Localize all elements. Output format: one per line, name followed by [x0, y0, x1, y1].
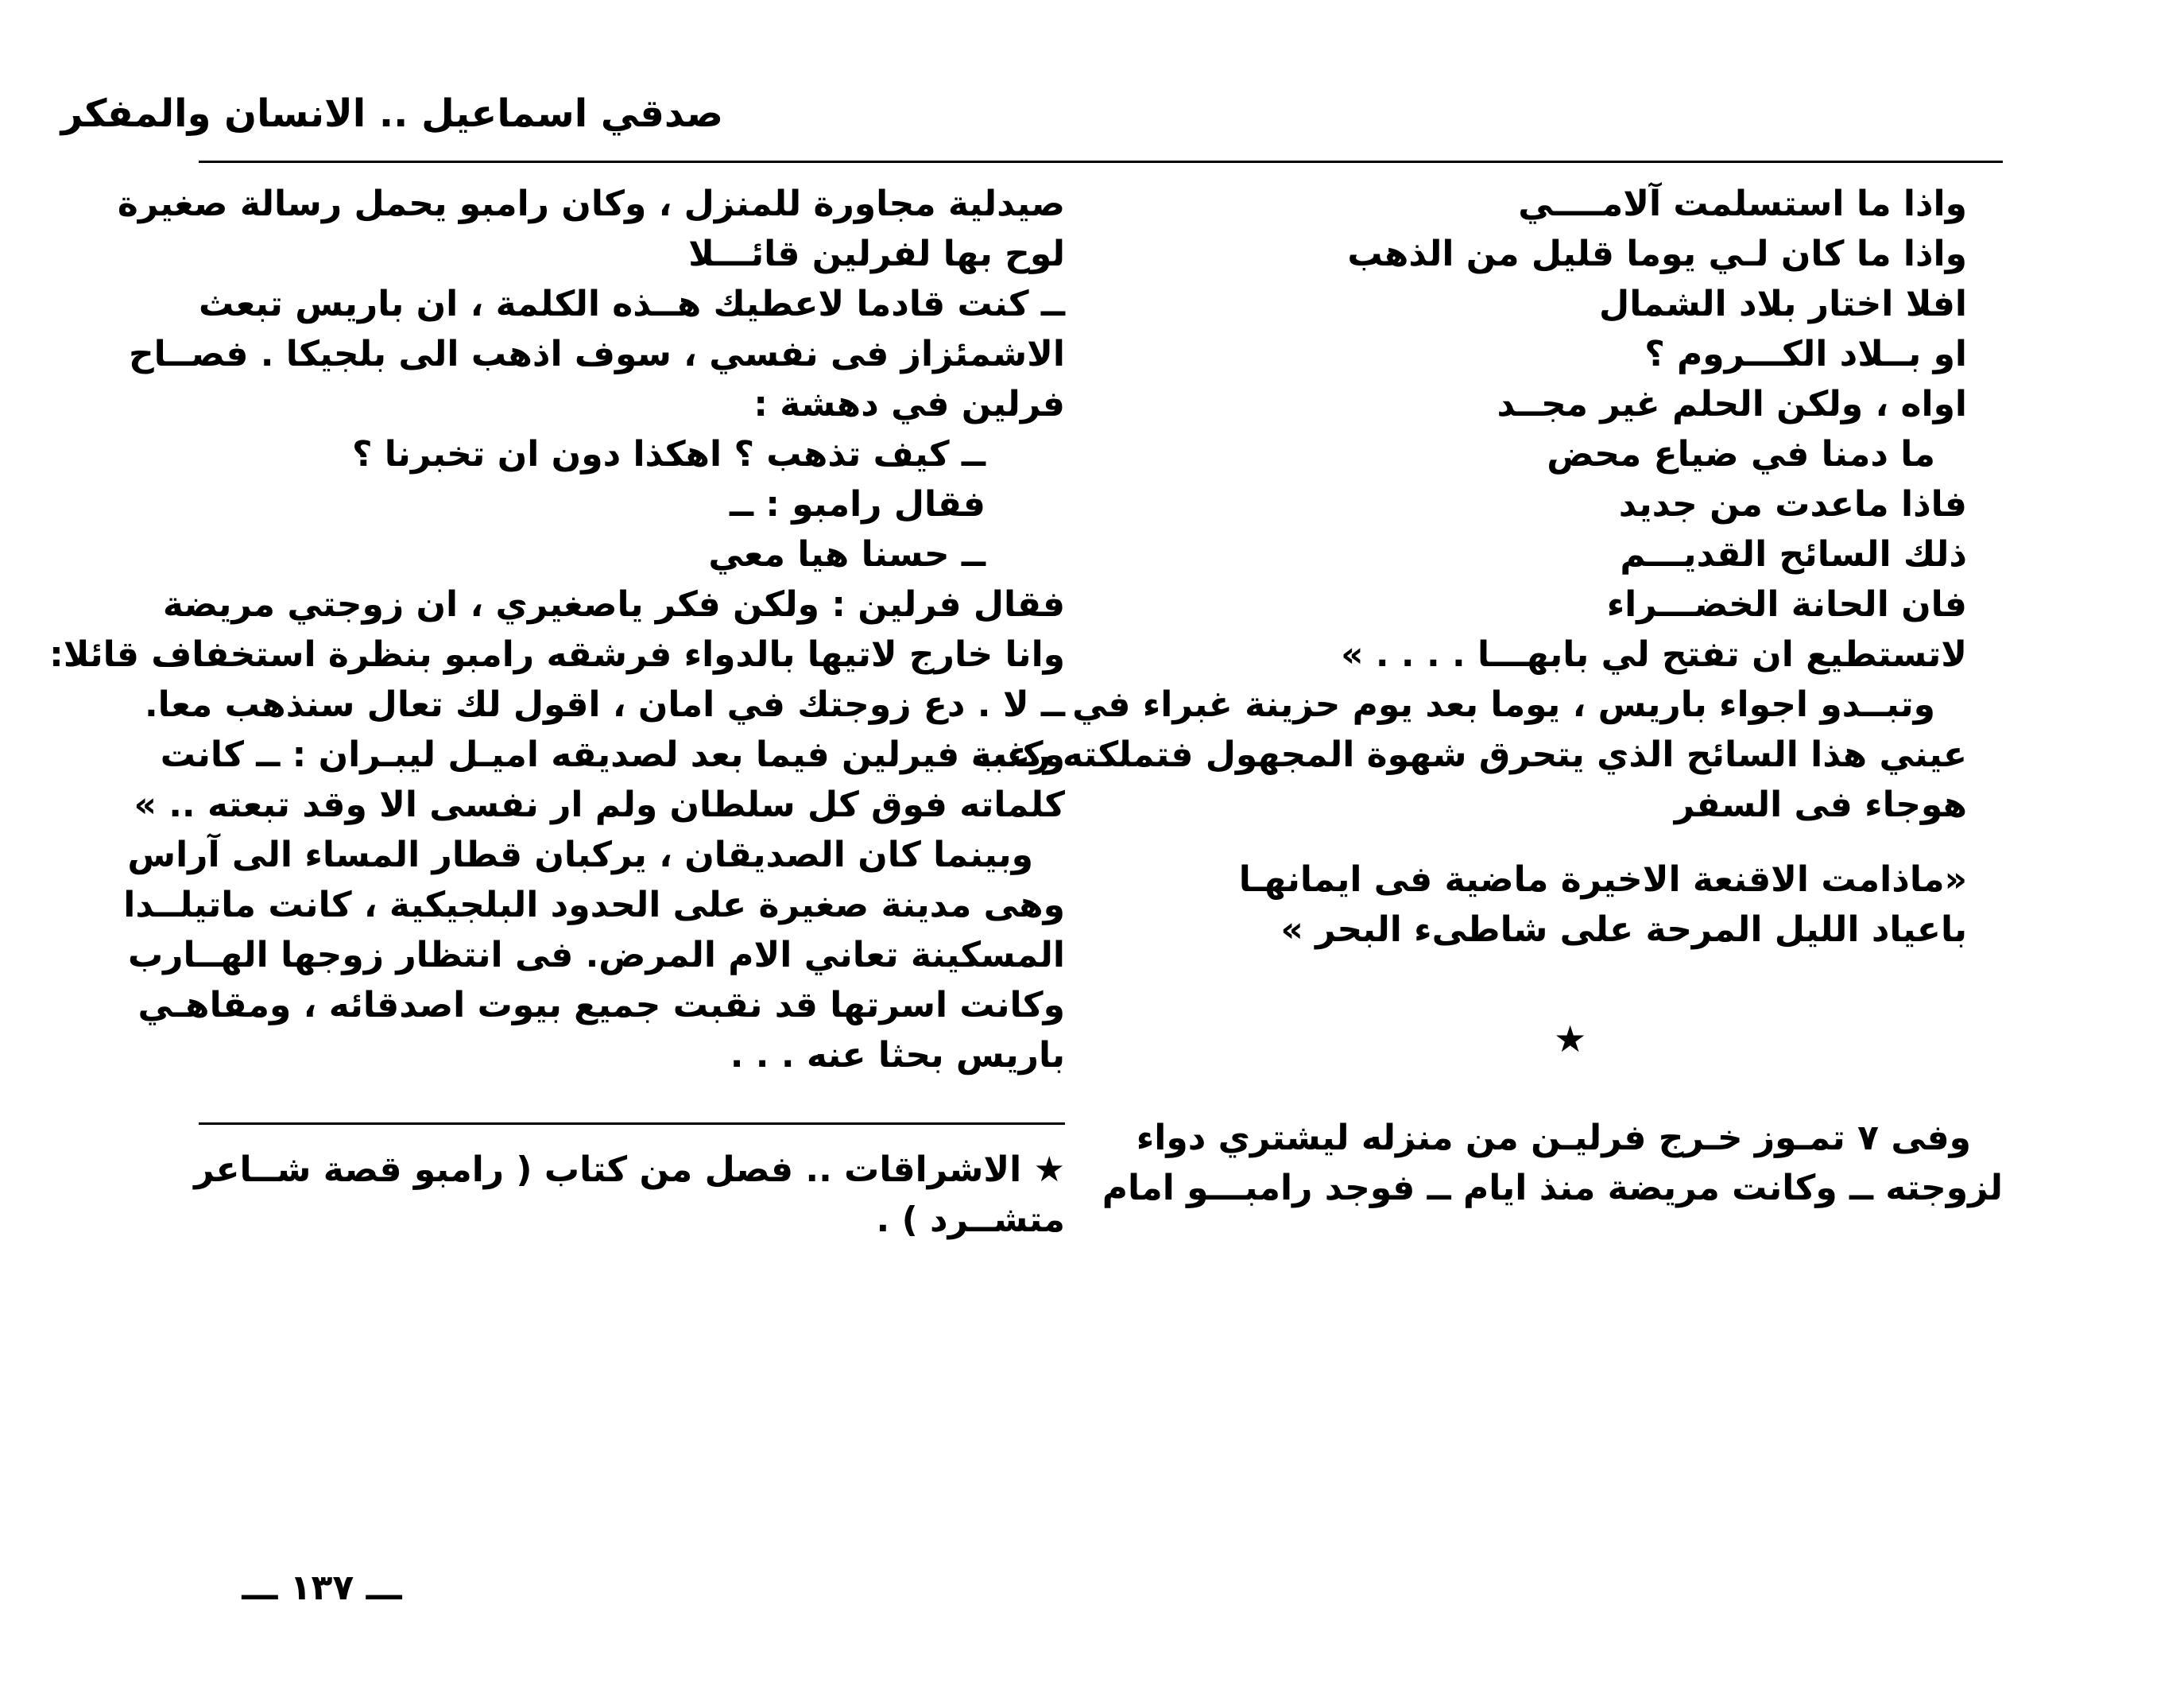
poem-line: واذا ما استسلمت آلامــــي [1518, 184, 1967, 224]
footnote-line: ★ الاشراقات .. فصل من كتاب ( رامبو قصة شــاعر [194, 1149, 1065, 1190]
left-line: فقال رامبو : ــ [729, 484, 986, 525]
poem-line: باعياد الليل المرحة على شاطىء البحر » [1280, 909, 1967, 950]
footnote-rule [199, 1122, 1065, 1125]
poem-line: او بــلاد الكـــروم ؟ [1644, 334, 1967, 374]
page-number: ـــ ١٣٧ ـــ [242, 1568, 402, 1608]
poem-line: لاتستطيع ان تفتح لي بابهـــا . . . . » [1341, 634, 1967, 675]
footnote-line: متشــرد ) . [876, 1200, 1065, 1240]
footnote [194, 1145, 1065, 1245]
poem-line: واذا ما كان لـي يوما قليل من الذهب [1347, 234, 1967, 274]
left-line: وكانت اسرتها قد نقبت جميع بيوت اصدقائه ، ومقاهـي [137, 985, 1065, 1025]
paragraph-line: هوجاء فى السفر [1674, 785, 1967, 825]
left-line: وهى مدينة صغيرة على الحدود البلجيكية ، كانت ماتيلــدا [123, 885, 1065, 925]
paragraph-line: وفى ٧ تمـوز خـرج فرليـن من منزله ليشتري دواء [1136, 1118, 1971, 1158]
left-line: كلماته فوق كل سلطان ولم ار نفسى الا وقد تبعته .. » [134, 785, 1065, 825]
right-column [970, 179, 1967, 830]
left-line: باريس بحثا عنه . . . [730, 1035, 1065, 1076]
left-line: الاشمئزاز فى نفسي ، سوف اذهب الى بلجيكا . فصــاح [128, 334, 1065, 374]
poem-line: «ماذامت الاقنعة الاخيرة ماضية فى ايمانهـا [1238, 859, 1967, 900]
left-line: ــ حسنا هيا معي [708, 534, 986, 575]
poem-line: ذلك السائح القديـــم [1620, 534, 1967, 575]
right-final-paragraph [1102, 1113, 2003, 1213]
left-line: وبينما كان الصديقان ، يركبان قطار المساء الى آراس [127, 835, 1033, 875]
poem-line: فاذا ماعدت من جديد [1618, 484, 1967, 525]
left-line: ــ كنت قادما لاعطيك هــذه الكلمة ، ان باريس تبعث [198, 284, 1065, 324]
paragraph-line: لزوجته ــ وكانت مريضة منذ ايام ــ فوجد رامبـــو امام [1102, 1168, 2003, 1208]
left-line: ــ كيف تذهب ؟ اهكذا دون ان تخبرنا ؟ [351, 434, 986, 475]
paragraph-line: عيني هذا السائح الذي يتحرق شهوة المجهول فتملكته رغبة [970, 735, 1967, 775]
poem-line: اواه ، ولكن الحلم غير مجــد [1497, 384, 1967, 424]
left-line: صيدلية مجاورة للمنزل ، وكان رامبو يحمل رسالة صغيرة [117, 184, 1065, 224]
left-line: فرلين في دهشة : [753, 384, 1065, 424]
left-line: لوح بها لفرلين قائـــلا [688, 234, 1065, 274]
left-line: المسكينة تعاني الام المرض. فى انتظار زوجها الهــارب [127, 935, 1065, 975]
running-header-title: صدقي اسماعيل .. الانسان والمفكر [60, 91, 723, 136]
paragraph-line: وتبــدو اجواء باريس ، يوما بعد يوم حزينة غبراء في [1072, 684, 1935, 725]
left-column [49, 179, 1065, 1080]
poem-line: افلا اختار بلاد الشمال [1599, 284, 1967, 324]
left-line: وكتب فيرلين فيما بعد لصديقه اميـل ليبـران : ــ كانت [160, 735, 1065, 775]
poem-line: فان الحانة الخضـــراء [1606, 584, 1967, 625]
left-line: فقال فرلين : ولكن فكر ياصغيري ، ان زوجتي مريضة [162, 584, 1065, 625]
second-poem [1238, 855, 1967, 955]
section-separator-star-icon: ★ [1554, 1017, 1587, 1060]
left-line: وانا خارج لاتيها بالدواء فرشقه رامبو بنظرة استخفاف قائلا: [49, 634, 1065, 675]
header-rule [199, 161, 2003, 163]
poem-line: ما دمنا في ضياع محض [1547, 434, 1935, 475]
left-line: ــ لا . دع زوجتك في امان ، اقول لك تعال سنذهب معا. [144, 684, 1065, 725]
